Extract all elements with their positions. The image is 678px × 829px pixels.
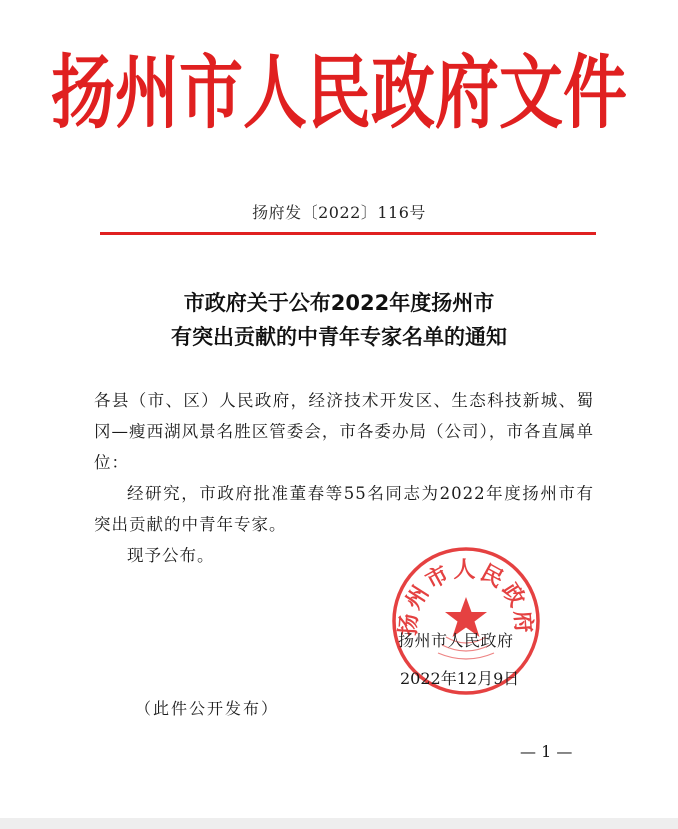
page-number: — 1 — — [520, 742, 573, 761]
document-body — [94, 385, 594, 571]
document-number: 扬府发〔2022〕116号 — [252, 203, 426, 222]
body-paragraph-1: 经研究，市政府批准董春等55名同志为2022年度扬州市有突出贡献的中青年专家。 — [94, 484, 594, 534]
page-bottom-edge — [0, 818, 678, 829]
document-masthead: 扬州市人民政府文件 — [51, 48, 627, 141]
document-title — [0, 286, 678, 354]
body-paragraph-2: 现予公布。 — [127, 546, 215, 565]
seal-text: 扬州市人民政府 — [396, 558, 536, 637]
title-line-1: 市政府关于公布2022年度扬州市 — [183, 291, 495, 315]
title-line-2: 有突出贡献的中青年专家名单的通知 — [171, 325, 507, 349]
salutation: 各县（市、区）人民政府，经济技术开发区、生态科技新城、蜀冈—瘦西湖风景名胜区管委会，市各委办局（公司），市各直属单位： — [94, 391, 594, 472]
signing-date: 2022年12月9日 — [400, 669, 520, 688]
red-divider-line — [100, 232, 596, 235]
signing-organization: 扬州市人民政府 — [398, 631, 514, 650]
publish-note: （此件公开发布） — [135, 699, 280, 718]
